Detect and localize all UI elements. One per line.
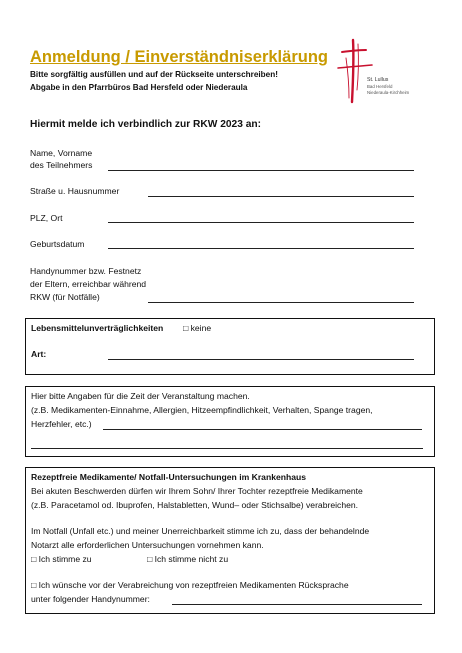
notes-line-1: Hier bitte Angaben für die Zeit der Veranstaltung machen.: [31, 391, 250, 401]
form-title: Anmeldung / Einverständniserklärung: [30, 48, 328, 66]
agree-checkbox[interactable]: □ Ich stimme zu: [31, 554, 92, 564]
notes-box: [25, 386, 435, 457]
emergency-text-1: Im Notfall (Unfall etc.) und meiner Unerreichbarkeit stimme ich zu, dass der behandelnde: [31, 526, 370, 536]
street-label: Straße u. Hausnummer: [30, 186, 120, 196]
allergy-type-field[interactable]: [108, 359, 414, 360]
allergies-box: [25, 318, 435, 375]
contact-phone-field[interactable]: [172, 604, 422, 605]
phone-label-line-3: RKW (für Notfälle): [30, 292, 100, 302]
medication-box: [25, 467, 435, 614]
zip-city-label: PLZ, Ort: [30, 213, 63, 223]
instruction-line-1: Bitte sorgfältig ausfüllen und auf der Rückseite unterschreiben!: [30, 70, 278, 79]
logo-name: St. Lullus: [367, 77, 389, 83]
notes-line-3: Herzfehler, etc.): [31, 419, 92, 429]
zip-city-field[interactable]: [108, 222, 414, 223]
medication-text-2: (z.B. Paracetamol od. Ibuprofen, Halstabletten, Wund– oder Stichsalbe) verabreichen.: [31, 500, 359, 510]
contact-checkbox[interactable]: □ Ich wünsche vor der Verabreichung von rezeptfreien Medikamenten Rücksprache: [31, 580, 349, 590]
name-label-line-1: Name, Vorname: [30, 148, 93, 158]
logo-line-3: Niederaula-Kirchheim: [367, 90, 410, 95]
allergies-title: Lebensmittelunverträglichkeiten: [31, 323, 164, 333]
phone-label-line-1: Handynummer bzw. Festnetz: [30, 266, 142, 276]
instruction-line-2: Abgabe in den Pfarrbüros Bad Hersfeld oder Niederaula: [30, 83, 248, 92]
logo-line-2: Bad Hersfeld: [367, 84, 393, 89]
emergency-text-2: Notarzt alle erforderlichen Untersuchungen vornehmen kann.: [31, 540, 264, 550]
birthdate-field[interactable]: [108, 248, 414, 249]
notes-line-2: (z.B. Medikamenten-Einnahme, Allergien, Hitzeempfindlichkeit, Verhalten, Spange tragen,: [31, 405, 373, 415]
medication-title: Rezeptfreie Medikamente/ Notfall-Untersuchungen im Krankenhaus: [31, 472, 307, 482]
medication-text-1: Bei akuten Beschwerden dürfen wir Ihrem Sohn/ Ihrer Tochter rezeptfreie Medikamente: [31, 486, 363, 496]
phone-label-line-2: der Eltern, erreichbar während: [30, 279, 147, 289]
registration-heading: Hiermit melde ich verbindlich zur RKW 2023 an:: [30, 119, 261, 130]
street-field[interactable]: [148, 196, 414, 197]
name-field[interactable]: [108, 170, 414, 171]
notes-field-1[interactable]: [103, 429, 422, 430]
no-allergies-checkbox[interactable]: □ keine: [183, 323, 212, 333]
birthdate-label: Geburtsdatum: [30, 239, 85, 249]
name-label-line-2: des Teilnehmers: [30, 160, 93, 170]
parish-logo: [336, 38, 428, 110]
notes-field-2[interactable]: [31, 448, 423, 449]
disagree-checkbox[interactable]: □ Ich stimme nicht zu: [147, 554, 229, 564]
allergy-type-label: Art:: [31, 349, 47, 359]
contact-phone-label: unter folgender Handynummer:: [31, 594, 150, 604]
phone-field[interactable]: [148, 302, 414, 303]
